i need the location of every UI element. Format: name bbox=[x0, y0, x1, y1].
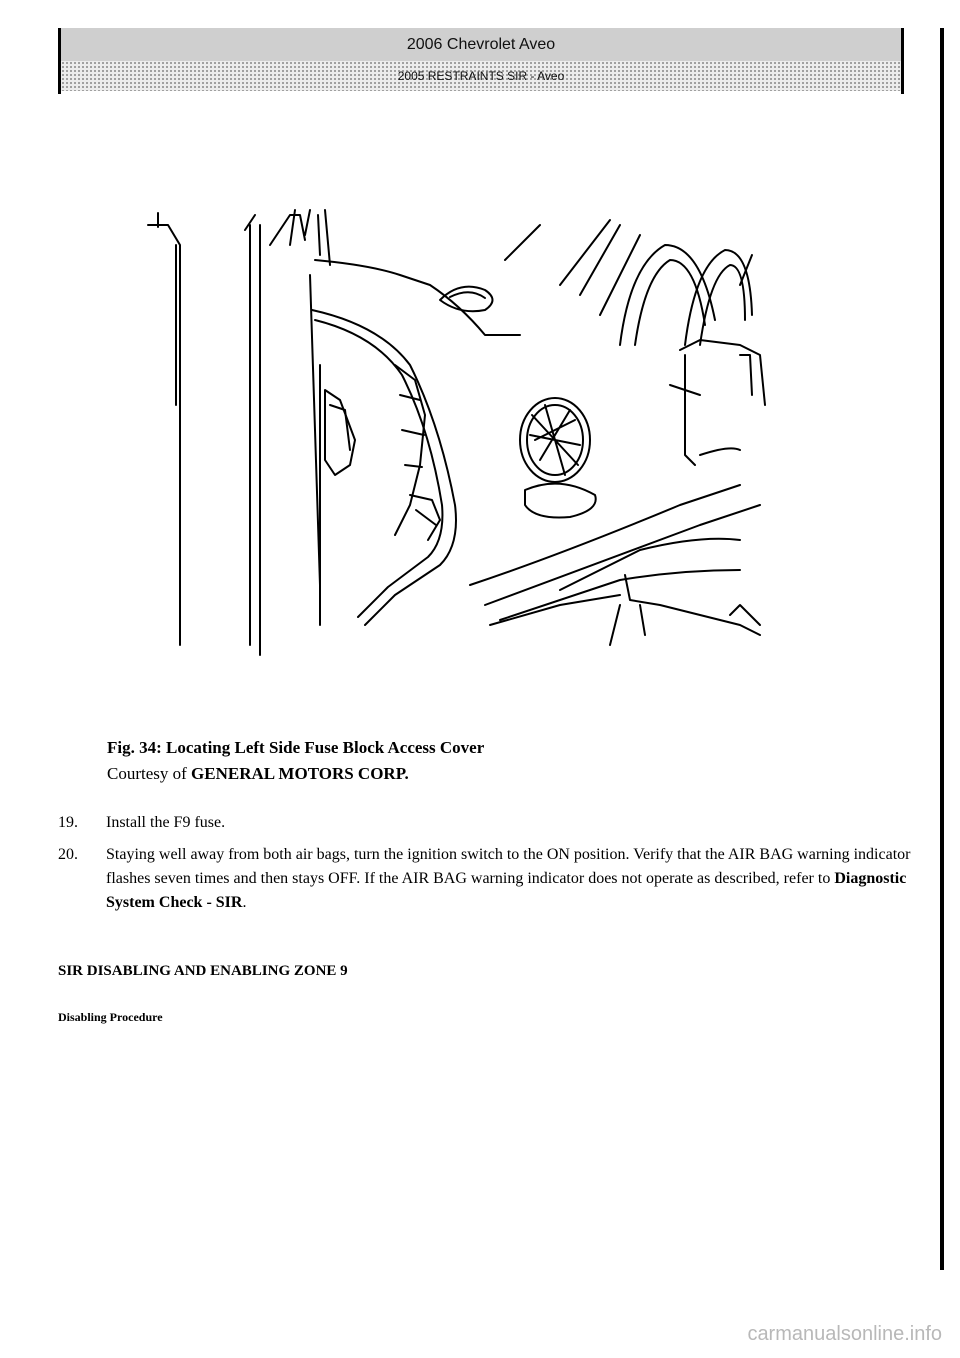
subsection-heading: Disabling Procedure bbox=[58, 1010, 163, 1024]
diagnostic-system-check-link[interactable]: Diagnostic System Check - SIR bbox=[106, 870, 907, 911]
right-margin-rule bbox=[940, 28, 944, 1270]
step-19 bbox=[58, 811, 918, 835]
step-number: 19. bbox=[58, 814, 78, 831]
step-text-block bbox=[106, 843, 918, 915]
step-suffix: . bbox=[242, 894, 247, 911]
step-20 bbox=[58, 843, 918, 915]
site-watermark: carmanualsonline.info bbox=[747, 1323, 942, 1345]
fuse-block-illustration bbox=[140, 205, 770, 660]
step-number: 20. bbox=[58, 846, 78, 863]
courtesy-org: GENERAL MOTORS CORP. bbox=[191, 764, 409, 783]
figure-courtesy bbox=[107, 763, 409, 785]
step-text: Install the F9 fuse. bbox=[106, 814, 226, 831]
page-header bbox=[58, 28, 904, 94]
header-title: 2006 Chevrolet Aveo bbox=[61, 28, 901, 61]
figure-caption: Fig. 34: Locating Left Side Fuse Block Access Cover bbox=[107, 738, 485, 757]
courtesy-prefix: Courtesy of bbox=[107, 764, 187, 783]
section-heading: SIR DISABLING AND ENABLING ZONE 9 bbox=[58, 963, 348, 979]
step-text: Staying well away from both air bags, turn the ignition switch to the ON position. Verify that the AIR BAG warning indicator flashes seven times and then stays OFF. If the AIR BAG warning indicator does not operate as described, refer to bbox=[106, 846, 911, 887]
header-subtitle: 2005 RESTRAINTS SIR - Aveo bbox=[61, 61, 901, 91]
